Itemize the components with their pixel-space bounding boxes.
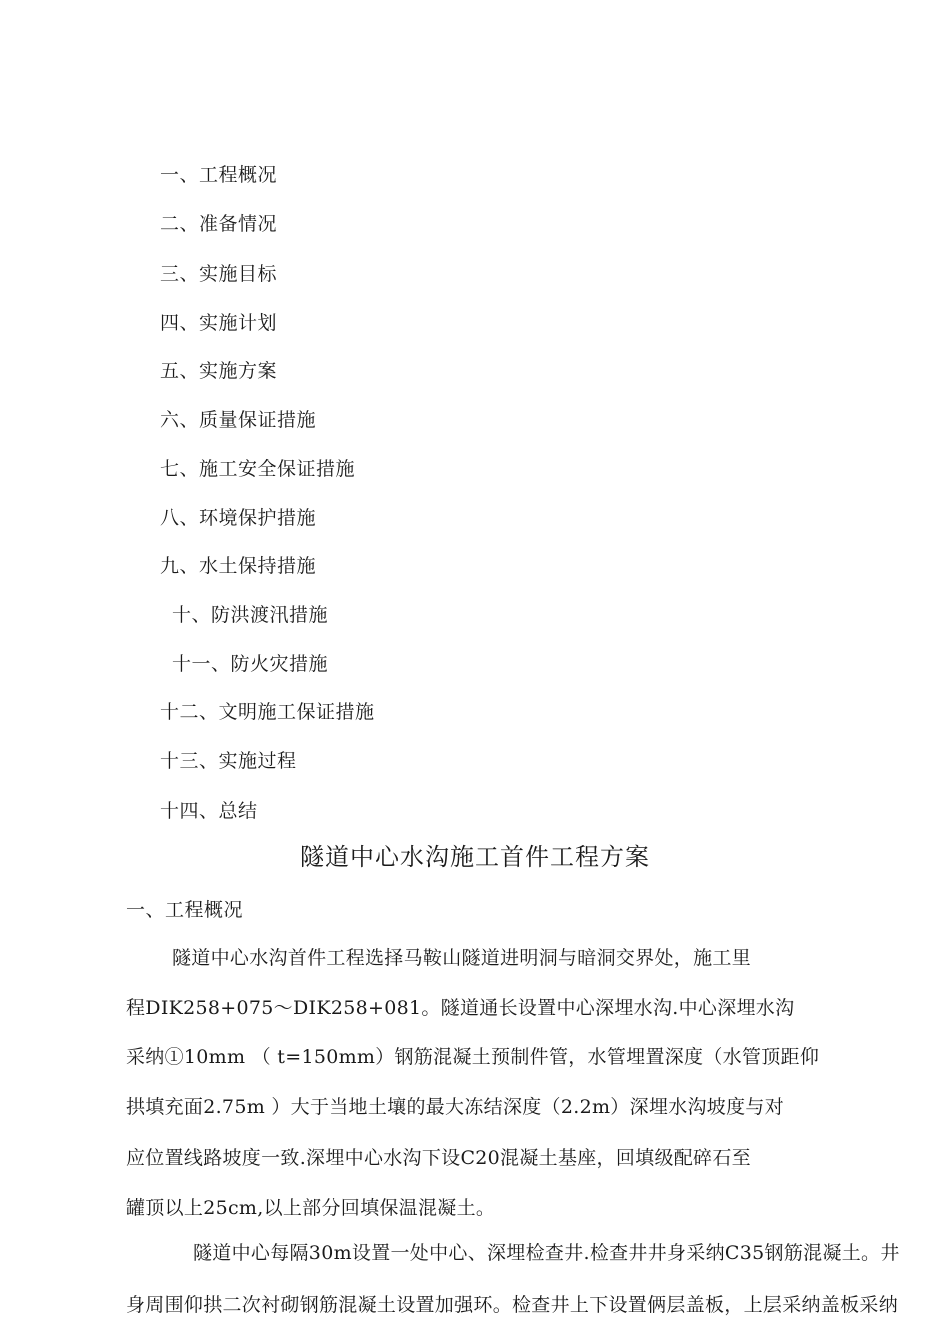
toc-item: 十一、防火灾措施 [172, 653, 329, 675]
toc-item: 十四、总结 [160, 800, 258, 822]
toc-item: 四、实施计划 [160, 312, 278, 334]
toc-item: 九、水土保持措施 [160, 555, 317, 577]
section-heading: 一、工程概况 [126, 899, 244, 921]
paragraph-line: 应位置线路坡度一致.深埋中心水沟下设C20混凝土基座，回填级配碎石至 [126, 1147, 751, 1169]
paragraph-line: 身周围仰拱二次衬砌钢筋混凝土设置加强环。检查井上下设置俩层盖板，上层采纳盖板采纳 [126, 1294, 899, 1316]
toc-item: 一、工程概况 [160, 164, 278, 186]
paragraph-line: 采纳①10mm （ t=150mm）钢筋混凝土预制件管，水管埋置深度（水管顶距仰 [126, 1046, 820, 1068]
toc-item: 七、施工安全保证措施 [160, 458, 356, 480]
toc-item: 十三、实施过程 [160, 750, 297, 772]
toc-item: 十二、文明施工保证措施 [160, 701, 375, 723]
paragraph-line: 拱填充面2.75m ）大于当地土壤的最大冻结深度（2.2m）深埋水沟坡度与对 [126, 1096, 784, 1118]
paragraph-line: 程DIK258+075〜DIK258+081。隧道通长设置中心深埋水沟.中心深埋水沟 [126, 997, 795, 1019]
toc-item: 三、实施目标 [160, 263, 278, 285]
toc-item: 八、环境保护措施 [160, 507, 317, 529]
paragraph-line: 隧道中心水沟首件工程选择马鞍山隧道进明洞与暗洞交界处，施工里 [172, 947, 752, 969]
toc-item: 二、准备情况 [160, 213, 278, 235]
paragraph-line: 罐顶以上25cm,以上部分回填保温混凝土。 [126, 1197, 496, 1219]
document-title: 隧道中心水沟施工首件工程方案 [300, 843, 650, 871]
toc-item: 十、防洪渡汛措施 [172, 604, 329, 626]
paragraph-line: 隧道中心每隔30m设置一处中心、深埋检查井.检查井井身采纳C35钢筋混凝土。井 [193, 1242, 900, 1264]
toc-item: 五、实施方案 [160, 360, 278, 382]
toc-item: 六、质量保证措施 [160, 409, 317, 431]
